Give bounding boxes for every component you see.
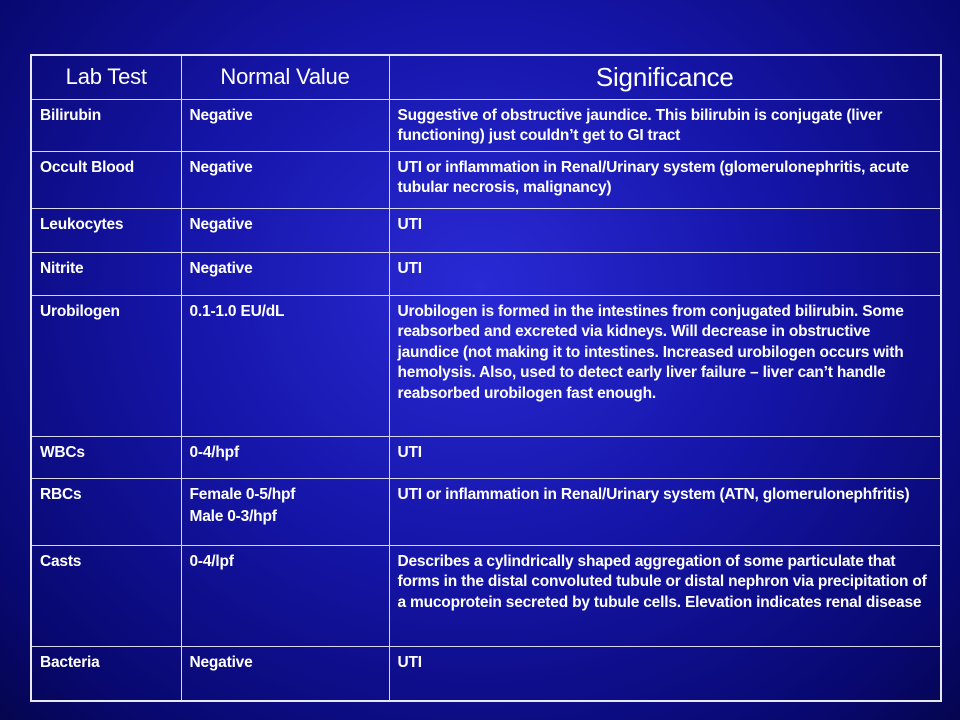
cell-significance: Suggestive of obstructive jaundice. This bilirubin is conjugate (liver functioning) just couldn’t get to GI tract [389,99,941,151]
table-row [31,436,941,478]
table-row [31,295,941,436]
cell-normal [181,478,389,545]
cell-normal: Negative [181,252,389,295]
cell-normal: Negative [181,99,389,151]
cell-test: Nitrite [31,252,181,295]
lab-test-table [30,54,942,702]
table-row [31,208,941,252]
cell-normal: 0.1-1.0 EU/dL [181,295,389,436]
cell-normal: 0-4/lpf [181,545,389,646]
cell-significance: Urobilogen is formed in the intestines from conjugated bilirubin. Some reabsorbed and excreted via kidneys. Will decrease in obstructive jaundice (not making it to intestines. Increased urobilogen occurs with hemolysis. Also, used to detect early liver failure – liver can’t handle reabsorbed urobilogen fast enough. [389,295,941,436]
header-significance: Significance [389,55,941,99]
cell-test: Occult Blood [31,151,181,208]
table-row [31,151,941,208]
table-row [31,99,941,151]
header-lab-test: Lab Test [31,55,181,99]
cell-normal: Negative [181,646,389,701]
normal-value-female: Female 0-5/hpf [189,485,296,503]
cell-normal: Negative [181,208,389,252]
cell-significance: UTI or inflammation in Renal/Urinary system (ATN, glomerulonephfritis) [389,478,941,545]
cell-normal: 0-4/hpf [181,436,389,478]
header-normal-value: Normal Value [181,55,389,99]
cell-test: Leukocytes [31,208,181,252]
table-row [31,252,941,295]
normal-value-male: Male 0-3/hpf [189,508,277,525]
cell-significance: UTI [389,646,941,701]
table-row [31,646,941,701]
cell-significance: UTI [389,208,941,252]
cell-test: Bacteria [31,646,181,701]
cell-test: Urobilogen [31,295,181,436]
table-row [31,545,941,646]
cell-significance: UTI [389,252,941,295]
cell-significance: UTI [389,436,941,478]
cell-significance: UTI or inflammation in Renal/Urinary system (glomerulonephritis, acute tubular necrosis, malignancy) [389,151,941,208]
cell-test: Casts [31,545,181,646]
table-row [31,478,941,545]
cell-test: RBCs [31,478,181,545]
cell-test: WBCs [31,436,181,478]
cell-normal: Negative [181,151,389,208]
table-header-row [31,55,941,99]
cell-significance: Describes a cylindrically shaped aggregation of some particulate that forms in the distal convoluted tubule or distal nephron via precipitation of a mucoprotein secreted by tubule cells. Elevation indicates renal disease [389,545,941,646]
cell-test: Bilirubin [31,99,181,151]
